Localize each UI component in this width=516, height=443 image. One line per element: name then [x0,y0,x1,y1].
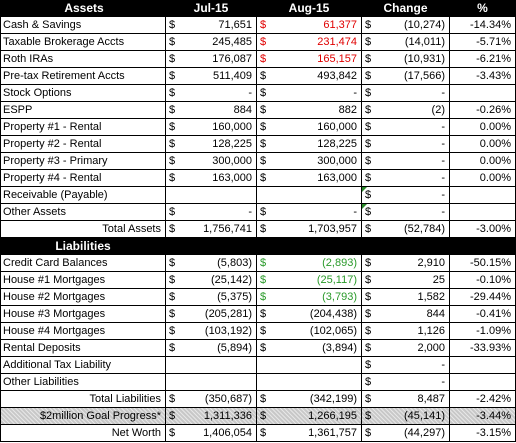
goal-progress-row-label[interactable]: $2million Goal Progress* [0,408,166,425]
asset-row-change[interactable] [362,17,450,34]
asset-row-change[interactable] [362,170,450,187]
asset-row [0,170,516,187]
liabilities-header-fill [166,238,516,255]
liability-row-pct[interactable]: -1.09% [450,323,516,340]
total-liabilities-row-pct[interactable]: -2.42% [450,391,516,408]
asset-row-change-value: (17,566) [404,70,445,82]
asset-row-label[interactable]: Taxable Brokerage Accts [0,34,166,51]
asset-row-label[interactable]: Property #3 - Primary [0,153,166,170]
currency-symbol: $ [169,308,176,320]
asset-row-pct[interactable]: 0.00% [450,170,516,187]
asset-row-pct[interactable]: -14.34% [450,17,516,34]
net-worth-row [0,425,516,442]
liability-row-change-value: 1,582 [417,291,445,303]
liability-row-label[interactable]: House #2 Mortgages [0,289,166,306]
asset-row-change-value: - [441,87,445,99]
assets-header-cell-2[interactable] [257,0,362,17]
currency-symbol: $ [169,36,176,48]
liability-row-aug-value: (3,793) [322,291,357,303]
asset-row-jul[interactable] [166,119,257,136]
net-worth-row-jul[interactable] [166,425,257,442]
currency-symbol: $ [365,376,372,388]
assets-header-cell-4[interactable] [450,0,516,17]
currency-symbol: $ [260,206,267,218]
assets-header-text-0: Assets [64,1,104,15]
asset-row-pct[interactable]: 0.00% [450,119,516,136]
asset-row-aug[interactable] [257,187,362,204]
liability-row-aug-value: (204,438) [309,308,357,320]
liability-row-jul[interactable] [166,323,257,340]
assets-header-cell-0[interactable] [0,0,166,17]
currency-symbol: $ [260,104,267,116]
asset-row [0,17,516,34]
liability-row-jul-value: (5,894) [217,342,252,354]
asset-row-change[interactable] [362,34,450,51]
asset-row-jul-value: 71,651 [218,19,252,31]
total-liabilities-row-jul-value: (350,687) [204,393,252,405]
asset-row-label[interactable]: Property #4 - Rental [0,170,166,187]
currency-symbol: $ [260,342,267,354]
currency-symbol: $ [365,53,372,65]
asset-row-label[interactable]: Roth IRAs [0,51,166,68]
asset-row-label[interactable]: Receivable (Payable) [0,187,166,204]
liability-row-change[interactable] [362,289,450,306]
asset-row-aug[interactable] [257,85,362,102]
liability-row-pct[interactable] [450,357,516,374]
currency-symbol: $ [260,308,267,320]
asset-row-change[interactable] [362,68,450,85]
asset-row-pct[interactable]: -5.71% [450,34,516,51]
asset-row-aug-value: 300,000 [317,155,357,167]
assets-header-text-2: Aug-15 [288,1,330,15]
liabilities-header-label[interactable]: Liabilities [0,238,166,255]
total-assets-row-change[interactable] [362,221,450,238]
asset-row-aug-value: - [353,206,357,218]
asset-row-jul[interactable] [166,102,257,119]
currency-symbol: $ [365,121,372,133]
liability-row-change-value: - [441,359,445,371]
currency-symbol: $ [260,410,267,422]
asset-row-change-value: (2) [431,104,445,116]
goal-progress-row [0,408,516,425]
liability-row-label[interactable]: House #1 Mortgages [0,272,166,289]
total-liabilities-row-change-value: 8,487 [417,393,445,405]
asset-row-change-value: - [441,138,445,150]
liability-row-jul[interactable] [166,255,257,272]
asset-row-jul-value: 245,485 [212,36,252,48]
currency-symbol: $ [169,274,176,286]
asset-row [0,85,516,102]
currency-symbol: $ [169,325,176,337]
liability-row-label[interactable]: House #3 Mortgages [0,306,166,323]
asset-row [0,153,516,170]
currency-symbol: $ [260,155,267,167]
asset-row-change[interactable] [362,204,450,221]
net-worth-row-pct[interactable]: -3.15% [450,425,516,442]
net-worth-row-aug-value: 1,361,757 [308,427,357,439]
total-liabilities-row [0,391,516,408]
total-liabilities-row-jul[interactable] [166,391,257,408]
liability-row-pct[interactable] [450,374,516,391]
goal-progress-row-pct[interactable]: -3.44% [450,408,516,425]
liability-row [0,374,516,391]
asset-row-change-value: - [441,172,445,184]
asset-row-aug[interactable] [257,204,362,221]
currency-symbol: $ [260,223,267,235]
liability-row-jul-value: (205,281) [204,308,252,320]
currency-symbol: $ [169,53,176,65]
currency-symbol: $ [260,19,267,31]
liability-row-jul-value: (5,375) [217,291,252,303]
net-worth-row-change-value: (44,297) [404,427,445,439]
currency-symbol: $ [169,87,176,99]
currency-symbol: $ [365,223,372,235]
asset-row-aug[interactable] [257,17,362,34]
asset-row-jul[interactable] [166,17,257,34]
asset-row-jul[interactable] [166,204,257,221]
currency-symbol: $ [365,138,372,150]
liability-row-change-value: 844 [426,308,445,320]
liability-row-change[interactable] [362,255,450,272]
asset-row-jul-value: 160,000 [212,121,252,133]
liability-row-change[interactable] [362,340,450,357]
currency-symbol: $ [169,342,176,354]
asset-row-change-value: (14,011) [404,36,445,48]
net-worth-row-label[interactable]: Net Worth [0,425,166,442]
liability-row-change-value: - [441,376,445,388]
currency-symbol: $ [365,206,372,218]
currency-symbol: $ [169,393,176,405]
asset-row [0,51,516,68]
liability-row-change-value: 25 [432,274,445,286]
liability-row-change-value: 2,910 [417,257,445,269]
total-assets-row-jul[interactable] [166,221,257,238]
asset-row-aug-value: 231,474 [317,36,357,48]
currency-symbol: $ [260,325,267,337]
asset-row-jul-value: 176,087 [212,53,252,65]
currency-symbol: $ [260,427,267,439]
liability-row-jul[interactable] [166,272,257,289]
asset-row-change[interactable] [362,136,450,153]
liabilities-header [0,238,516,255]
liability-row-jul-value: (25,142) [211,274,252,286]
currency-symbol: $ [169,257,176,269]
liability-row-jul[interactable] [166,357,257,374]
asset-row-aug-value: 61,377 [323,19,357,31]
liability-row-change-value: 1,126 [417,325,445,337]
assets-header-text-4: % [477,1,488,15]
liability-row-label[interactable]: Other Liabilities [0,374,166,391]
currency-symbol: $ [365,291,372,303]
goal-progress-row-aug[interactable] [257,408,362,425]
currency-symbol: $ [365,427,372,439]
asset-row [0,119,516,136]
liability-row-aug[interactable] [257,374,362,391]
asset-row-change-value: (10,931) [404,53,445,65]
liability-row-aug-value: (3,894) [322,342,357,354]
currency-symbol: $ [260,87,267,99]
total-liabilities-row-aug-value: (342,199) [309,393,357,405]
total-assets-row-aug[interactable] [257,221,362,238]
liability-row-pct[interactable]: -50.15% [450,255,516,272]
liability-row-jul-value: (103,192) [204,325,252,337]
asset-row-aug[interactable] [257,170,362,187]
asset-row-change-value: - [441,189,445,201]
liability-row-pct[interactable]: -0.41% [450,306,516,323]
liability-row-label[interactable]: Credit Card Balances [0,255,166,272]
currency-symbol: $ [169,138,176,150]
currency-symbol: $ [365,87,372,99]
goal-progress-row-jul[interactable] [166,408,257,425]
liability-row [0,255,516,272]
asset-row-aug[interactable] [257,119,362,136]
asset-row-change-value: (10,274) [404,19,445,31]
liability-row-change[interactable] [362,357,450,374]
asset-row-change-value: - [441,121,445,133]
currency-symbol: $ [365,359,372,371]
currency-symbol: $ [169,291,176,303]
currency-symbol: $ [169,104,176,116]
asset-row [0,68,516,85]
currency-symbol: $ [260,291,267,303]
asset-row-pct[interactable]: -0.26% [450,102,516,119]
currency-symbol: $ [365,172,372,184]
asset-row [0,34,516,51]
asset-row [0,102,516,119]
total-assets-row-jul-value: 1,756,741 [203,223,252,235]
liability-row-pct[interactable]: -0.10% [450,272,516,289]
currency-symbol: $ [365,19,372,31]
liability-row-aug[interactable] [257,272,362,289]
currency-symbol: $ [169,70,176,82]
liability-row-aug-value: (102,065) [309,325,357,337]
comment-indicator [362,204,367,209]
asset-row-label[interactable]: ESPP [0,102,166,119]
currency-symbol: $ [365,36,372,48]
liability-row-label[interactable]: Rental Deposits [0,340,166,357]
currency-symbol: $ [169,155,176,167]
currency-symbol: $ [169,19,176,31]
asset-row-jul-value: 511,409 [213,70,252,82]
assets-header-cell-1[interactable] [166,0,257,17]
total-liabilities-row-change[interactable] [362,391,450,408]
currency-symbol: $ [260,138,267,150]
asset-row-label[interactable]: Property #2 - Rental [0,136,166,153]
asset-row-jul-value: 128,225 [212,138,252,150]
goal-progress-row-jul-value: 1,311,336 [203,410,252,422]
liability-row-change[interactable] [362,374,450,391]
asset-row-jul-value: 163,000 [212,172,252,184]
asset-row-aug-value: 493,842 [317,70,357,82]
asset-row-jul[interactable] [166,187,257,204]
asset-row-pct[interactable]: 0.00% [450,153,516,170]
total-assets-row-pct[interactable]: -3.00% [450,221,516,238]
assets-header-text-1: Jul-15 [193,1,229,15]
liability-row-pct[interactable]: -29.44% [450,289,516,306]
asset-row-jul-value: - [248,87,252,99]
asset-row-jul[interactable] [166,85,257,102]
liability-row [0,340,516,357]
currency-symbol: $ [260,257,267,269]
liability-row-aug-value: (25,117) [316,274,357,286]
asset-row-pct[interactable] [450,204,516,221]
asset-row-aug-value: - [353,87,357,99]
currency-symbol: $ [169,410,176,422]
currency-symbol: $ [260,121,267,133]
currency-symbol: $ [260,36,267,48]
asset-row-pct[interactable] [450,85,516,102]
assets-header-text-3: Change [383,1,428,15]
asset-row-jul[interactable] [166,136,257,153]
asset-row-aug[interactable] [257,153,362,170]
liability-row-aug[interactable] [257,255,362,272]
liability-row-aug[interactable] [257,306,362,323]
asset-row-aug[interactable] [257,51,362,68]
currency-symbol: $ [169,223,176,235]
total-liabilities-row-label[interactable]: Total Liabilities [0,391,166,408]
assets-header [0,0,516,17]
asset-row-jul[interactable] [166,68,257,85]
total-assets-row-aug-value: 1,703,957 [308,223,357,235]
asset-row-aug[interactable] [257,102,362,119]
asset-row-jul[interactable] [166,51,257,68]
asset-row-change[interactable] [362,153,450,170]
total-liabilities-row-aug[interactable] [257,391,362,408]
liability-row-change[interactable] [362,306,450,323]
asset-row-pct[interactable]: 0.00% [450,136,516,153]
asset-row-change[interactable] [362,119,450,136]
asset-row-aug[interactable] [257,68,362,85]
goal-progress-row-change[interactable] [362,408,450,425]
asset-row-aug[interactable] [257,34,362,51]
liability-row-change[interactable] [362,272,450,289]
asset-row-aug[interactable] [257,136,362,153]
liability-row-aug[interactable] [257,323,362,340]
liability-row-change-value: 2,000 [417,342,445,354]
liability-row-jul-value: (5,803) [217,257,252,269]
goal-progress-row-change-value: (45,141) [404,410,445,422]
currency-symbol: $ [365,325,372,337]
asset-row-pct[interactable] [450,187,516,204]
asset-row-jul-value: 884 [233,104,252,116]
asset-row-label[interactable]: Property #1 - Rental [0,119,166,136]
liability-row-label[interactable]: Additional Tax Liability [0,357,166,374]
liability-row-aug[interactable] [257,289,362,306]
asset-row-change[interactable] [362,187,450,204]
liability-row-label[interactable]: House #4 Mortgages [0,323,166,340]
liability-row-jul[interactable] [166,374,257,391]
liability-row-change[interactable] [362,323,450,340]
liability-row [0,289,516,306]
asset-row [0,187,516,204]
asset-row-change-value: - [441,155,445,167]
asset-row-jul[interactable] [166,170,257,187]
currency-symbol: $ [365,308,372,320]
currency-symbol: $ [169,427,176,439]
total-assets-row [0,221,516,238]
total-assets-row-label[interactable]: Total Assets [0,221,166,238]
asset-row [0,136,516,153]
net-worth-row-change[interactable] [362,425,450,442]
asset-row-jul[interactable] [166,153,257,170]
asset-row-change[interactable] [362,85,450,102]
currency-symbol: $ [365,274,372,286]
liability-row-jul[interactable] [166,340,257,357]
asset-row-label[interactable]: Cash & Savings [0,17,166,34]
comment-indicator [362,187,367,192]
asset-row-jul[interactable] [166,34,257,51]
asset-row-aug-value: 160,000 [317,121,357,133]
liability-row [0,357,516,374]
asset-row-pct[interactable]: -6.21% [450,51,516,68]
liability-row-jul[interactable] [166,306,257,323]
currency-symbol: $ [260,53,267,65]
currency-symbol: $ [260,70,267,82]
liability-row-aug-value: (2,893) [322,257,357,269]
liability-row [0,272,516,289]
currency-symbol: $ [365,257,372,269]
liability-row [0,323,516,340]
asset-row [0,204,516,221]
asset-row-jul-value: - [248,206,252,218]
assets-header-cell-3[interactable] [362,0,450,17]
liability-row-jul[interactable] [166,289,257,306]
asset-row-label[interactable]: Other Assets [0,204,166,221]
asset-row-aug-value: 128,225 [317,138,357,150]
currency-symbol: $ [365,410,372,422]
currency-symbol: $ [365,393,372,405]
asset-row-label[interactable]: Pre-tax Retirement Accts [0,68,166,85]
liability-row-pct[interactable]: -33.93% [450,340,516,357]
liability-row-aug[interactable] [257,340,362,357]
asset-row-aug-value: 163,000 [317,172,357,184]
net-worth-row-aug[interactable] [257,425,362,442]
total-assets-row-change-value: (52,784) [404,223,445,235]
currency-symbol: $ [169,172,176,184]
currency-symbol: $ [260,172,267,184]
liability-row-aug[interactable] [257,357,362,374]
asset-row-change[interactable] [362,51,450,68]
asset-row-change[interactable] [362,102,450,119]
currency-symbol: $ [365,70,372,82]
liability-row [0,306,516,323]
currency-symbol: $ [365,342,372,354]
currency-symbol: $ [365,104,372,116]
asset-row-aug-value: 165,157 [317,53,357,65]
asset-row-pct[interactable]: -3.43% [450,68,516,85]
currency-symbol: $ [169,121,176,133]
currency-symbol: $ [365,189,372,201]
asset-row-label[interactable]: Stock Options [0,85,166,102]
asset-row-aug-value: 882 [338,104,357,116]
currency-symbol: $ [260,274,267,286]
currency-symbol: $ [260,393,267,405]
currency-symbol: $ [169,206,176,218]
asset-row-jul-value: 300,000 [212,155,252,167]
currency-symbol: $ [365,155,372,167]
asset-row-change-value: - [441,206,445,218]
goal-progress-row-aug-value: 1,266,195 [308,410,357,422]
net-worth-row-jul-value: 1,406,054 [203,427,252,439]
